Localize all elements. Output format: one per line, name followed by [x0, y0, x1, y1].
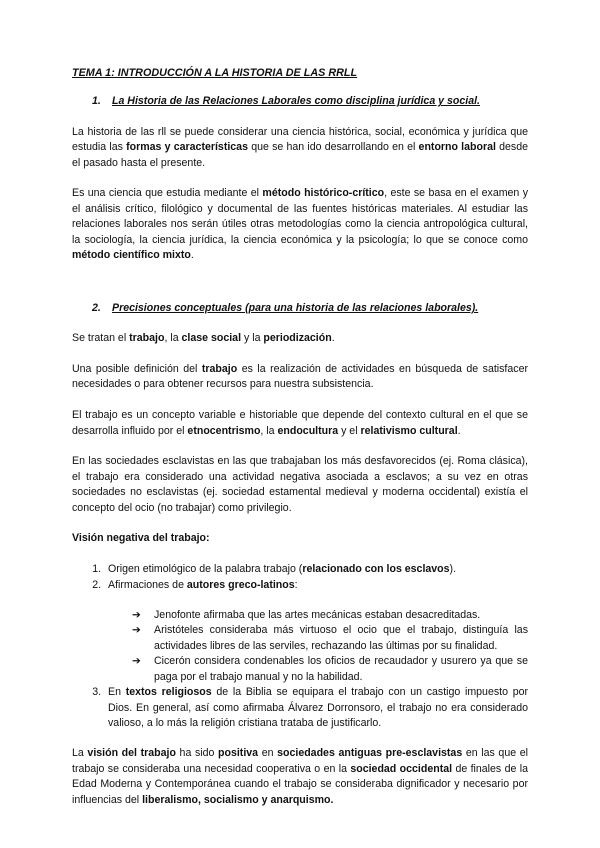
final-paragraph: La visión del trabajo ha sido positiva en sociedades antiguas pre-esclavistas en las que el trabajo se consideraba una necesidad cooperativa o en la sociedad occidental de finales de la Edad Moderna y Contemporánea cuando el trabajo se consideraba dignificador y necesario por influencias del liberalismo, socialismo y anarquismo. [72, 747, 529, 806]
document-title: TEMA 1: INTRODUCCIÓN A LA HISTORIA DE LAS RRLL [72, 67, 358, 79]
author-bullet-aristoteles: ➔ Aristóteles consideraba más virtuoso el ocio que el trabajo, distinguía las actividades libres de las serviles, rechazando las últimas por su finalidad. [132, 624, 528, 652]
vision-heading: Visión negativa del trabajo: [72, 532, 210, 545]
section-2-title: Precisiones conceptuales (para una historia de las relaciones laborales). [112, 301, 479, 314]
section-1-paragraph-1: La historia de las rll se puede considerar una ciencia histórica, social, económica y jurídica que estudia las formas y características que se han ido desarrollando en el entorno laboral desde el pasado hasta el presente. [72, 125, 528, 169]
vision-item-2: 2. Afirmaciones de autores greco-latinos: ➔ Jenofonte afirmaba que las artes mecánicas estaban desacreditadas. ➔ Aristóteles consideraba más virtuoso el ocio que el trabajo, distinguía las actividades libres de las serviles, rechazando las últimas por su finalidad. ➔ Cicerón considera condenables los oficios de recaudador y usurero ya que se paga por el trabajo manual y no la habilidad. [104, 578, 528, 685]
section-2-paragraph-4: En las sociedades esclavistas en las que trabajaban los más desfavorecidos (ej. Roma clásica), el trabajo era considerado una actividad negativa asociada a esclavos; a su vez en otras sociedades no esclavistas (ej. sociedad estamental medieval y moderna occidental) existía el concepto del ocio (no trabajar) como privilegio. [72, 455, 528, 514]
section-1-title: La Historia de las Relaciones Laborales como disciplina jurídica y social. [112, 95, 480, 108]
section-2-paragraph-3: El trabajo es un concepto variable e historiable que depende del contexto cultural en el que se desarrolla influido por el etnocentrismo, la endocultura y el relativismo cultural. [72, 409, 528, 437]
section-1-number: 1. [92, 95, 101, 108]
section-1-paragraph-2: Es una ciencia que estudia mediante el método histórico-crítico, este se basa en el examen y el análisis crítico, filológico y documental de las fuentes históricas materiales. Al estudiar las relaciones laborales nos serán útiles otras metodologías como la ciencia antropológica cultural, la sociología, la ciencia jurídica, la ciencia económica y la psicología; lo que se conoce como método científico mixto. [72, 187, 529, 262]
arrow-icon: ➔ [132, 609, 141, 622]
section-2-paragraph-2: Una posible definición del trabajo es la realización de actividades en búsqueda de satisfacer necesidades o para obtener recursos para nuestra subsistencia. [72, 363, 528, 391]
section-2-number: 2. [92, 301, 101, 314]
vision-list [72, 562, 528, 731]
vision-item-1: 1. Origen etimológico de la palabra trabajo (relacionado con los esclavos). [104, 562, 528, 577]
section-1-heading [92, 94, 528, 109]
arrow-icon: ➔ [132, 624, 141, 637]
arrow-icon: ➔ [132, 655, 141, 668]
section-2-paragraph-1: Se tratan el trabajo, la clase social y la periodización. [72, 332, 335, 345]
author-bullet-ciceron: ➔ Cicerón considera condenables los oficios de recaudador y usurero ya que se paga por el trabajo manual y no la habilidad. [132, 655, 528, 683]
section-2-heading [92, 301, 528, 316]
author-bullet-jenofonte: ➔ Jenofonte afirmaba que las artes mecánicas estaban desacreditadas. [132, 608, 528, 623]
vision-item-3: 3. En textos religiosos de la Biblia se equipara el trabajo con un castigo impuesto por Dios. En general, así como afirmaba Álvarez Dorronsoro, el trabajo no era considerado valioso, a lo más la religión cristiana trataba de justificarlo. [104, 685, 528, 731]
authors-list [108, 608, 528, 685]
